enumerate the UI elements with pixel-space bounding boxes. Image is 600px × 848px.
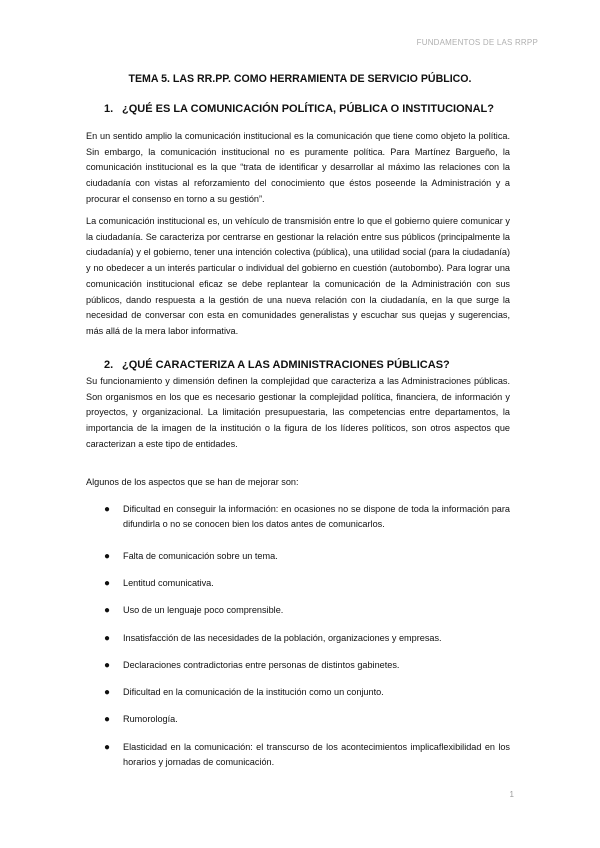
bullet-icon: ●	[104, 687, 111, 698]
section-1-heading-text: ¿QUÉ ES LA COMUNICACIÓN POLÍTICA, PÚBLICA O INSTITUCIONAL?	[122, 103, 494, 115]
list-item	[104, 603, 510, 618]
running-header: FUNDAMENTOS DE LAS RRPP	[416, 38, 538, 47]
section-1-paragraph-1: En un sentido amplio la comunicación institucional es la comunicación que tiene como objeto la política. Sin embargo, la comunicación institucional no es puramente política. Para Martínez Bargueño, la comunicación institucional es la que “trata de identificar y desarrollar al máximo las relaciones con la ciudadanía con vistas al reforzamiento del conocimiento que éstos poseende la Administración y a procurar el consenso en torno a su gestión”.	[86, 131, 510, 204]
document-title: TEMA 5. LAS RR.PP. COMO HERRAMIENTA DE SERVICIO PÚBLICO.	[128, 73, 472, 85]
bullet-icon: ●	[104, 714, 111, 725]
list-item-text: Falta de comunicación sobre un tema.	[123, 551, 278, 561]
bullet-icon: ●	[104, 605, 111, 616]
bullet-icon: ●	[104, 551, 111, 562]
section-1-heading	[104, 103, 494, 115]
list-item-text: Elasticidad en la comunicación: el transcurso de los acontecimientos implicaflexibilidad en los horarios y jornadas de comunicación.	[123, 742, 510, 768]
list-item-text: Rumorología.	[123, 714, 178, 724]
bullet-icon: ●	[104, 742, 111, 753]
bullet-icon: ●	[104, 578, 111, 589]
list-item-text: Declaraciones contradictorias entre personas de distintos gabinetes.	[123, 660, 400, 670]
section-2-paragraph-1: Su funcionamiento y dimensión definen la complejidad que caracteriza a las Administraciones públicas. Son organismos en los que es necesario gestionar la complejidad política, financiera, de información y proyectos, y organizacional. La limitación presupuestaria, las competencias entre departamentos, la importancia de la imagen de la institución o la figura de los líderes políticos, son otros aspectos que caracterizan a este tipo de entidades.	[86, 376, 510, 449]
list-item	[104, 658, 510, 673]
section-2-paragraph-2: Algunos de los aspectos que se han de mejorar son:	[86, 477, 299, 487]
list-item	[104, 740, 510, 771]
bullet-icon: ●	[104, 633, 111, 644]
bullet-icon: ●	[104, 660, 111, 671]
list-item-text: Insatisfacción de las necesidades de la población, organizaciones y empresas.	[123, 633, 442, 643]
page-number: 1	[509, 790, 514, 799]
section-1-paragraph-2: La comunicación institucional es, un vehículo de transmisión entre lo que el gobierno quiere comunicar y la ciudadanía. Se caracteriza por centrarse en gestionar la relación entre sus públicos (principalmente la ciudadanía) y el gobierno, tener una intención colectiva (pública), una utilidad social (para la ciudadanía) y no obedecer a un interés particular o individual del gobierno en cuestión (autobombo). Para lograr una comunicación institucional eficaz se debe replantear la comunicación de la Administración con sus públicos, dando respuesta a la gestión de una nueva relación con la ciudadanía, en la que surge la necesidad de conversar con esta en comunidades generalistas y escuchar sus quejas y sugerencias, más allá de la mera labor informativa.	[86, 216, 510, 336]
list-item	[104, 549, 510, 564]
list-item	[104, 631, 510, 646]
list-item	[104, 502, 510, 533]
section-2-heading-text: ¿QUÉ CARACTERIZA A LAS ADMINISTRACIONES PÚBLICAS?	[122, 359, 450, 371]
list-item-text: Dificultad en la comunicación de la institución como un conjunto.	[123, 687, 384, 697]
list-item	[104, 712, 510, 727]
list-item	[104, 685, 510, 700]
list-item-text: Uso de un lenguaje poco comprensible.	[123, 605, 284, 615]
bullet-icon: ●	[104, 504, 111, 515]
section-1-number: 1.	[104, 103, 114, 115]
list-item-text: Dificultad en conseguir la información: en ocasiones no se dispone de toda la información para difundirla o no se conocen bien los datos antes de comunicarlos.	[123, 504, 510, 530]
section-2-heading	[104, 359, 450, 371]
section-2-number: 2.	[104, 359, 114, 371]
list-item-text: Lentitud comunicativa.	[123, 578, 214, 588]
list-item	[104, 576, 510, 591]
